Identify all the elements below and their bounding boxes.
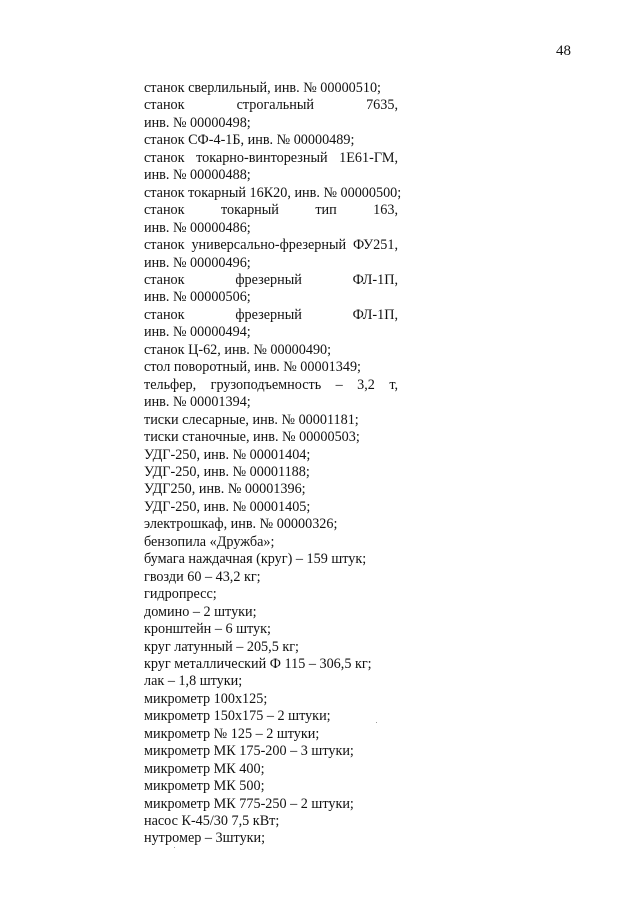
entry-line: инв. № 00000496; [144,254,251,271]
list-entry [144,429,398,446]
list-entry [144,551,398,568]
list-entry [144,761,398,778]
entry-line: инв. № 00000488; [144,167,251,184]
entry-line: бумага наждачная (круг) – 159 штук; [144,551,367,568]
list-entry [144,534,398,551]
entry-line: микрометр МК 500; [144,778,265,795]
list-entry [144,412,398,429]
entry-line: инв. № 00000494; [144,324,251,341]
scan-speck [376,722,377,723]
entry-line: станок строгальный 7635, [144,97,398,114]
list-entry [144,272,398,307]
list-entry [144,377,398,412]
list-entry [144,464,398,481]
entry-line: станок токарный тип 163, [144,202,398,219]
list-entry [144,796,398,813]
entry-line: круг латунный – 205,5 кг; [144,638,299,655]
entry-line: микрометр 100х125; [144,690,268,707]
page-number: 48 [556,43,571,59]
list-entry [144,202,398,237]
list-entry [144,97,398,132]
entry-line: УДГ250, инв. № 00001396; [144,481,306,498]
list-entry [144,516,398,533]
entry-line: станок Ц-62, инв. № 00000490; [144,341,332,358]
list-entry [144,184,402,202]
entry-line: микрометр МК 175-200 – 3 штуки; [144,743,354,760]
entry-line: станок токарно-винторезный 1Е61-ГМ, [144,149,398,166]
list-entry [144,481,398,498]
entry-line: инв. № 00000486; [144,219,251,236]
list-entry [144,673,398,690]
list-entry [144,830,398,847]
entry-line: кронштейн – 6 штук; [144,621,271,638]
entry-line: УДГ-250, инв. № 00001404; [144,446,311,463]
list-entry [144,743,398,760]
entry-line: инв. № 00000498; [144,114,251,131]
list-entry [144,342,398,359]
entry-line: бензопила «Дружба»; [144,533,275,550]
list-entry [144,778,398,795]
entry-line: тиски станочные, инв. № 00000503; [144,429,360,446]
entry-line: круг металлический Ф 115 – 306,5 кг; [144,655,372,672]
entry-line: домино – 2 штуки; [144,603,257,620]
entry-line: микрометр МК 400; [144,760,265,777]
entry-line: станок СФ-4-1Б, инв. № 00000489; [144,132,355,149]
list-entry [144,447,398,464]
inventory-list [144,80,402,848]
list-entry [144,708,398,725]
entry-line: тельфер, грузоподъемность – 3,2 т, [144,376,398,393]
entry-line: станок токарный 16К20, инв. № 00000500; [144,184,402,201]
entry-line: УДГ-250, инв. № 00001188; [144,463,310,480]
entry-line: микрометр № 125 – 2 штуки; [144,725,320,742]
entry-line: микрометр МК 775-250 – 2 штуки; [144,795,354,812]
entry-line: станок сверлильный, инв. № 00000510; [144,80,381,96]
list-entry [144,604,398,621]
entry-line: инв. № 00001394; [144,394,251,411]
list-entry [144,586,398,603]
entry-line: инв. № 00000506; [144,289,251,306]
entry-line: станок фрезерный ФЛ-1П, [144,306,398,323]
list-entry [144,813,398,830]
entry-line: микрометр 150х175 – 2 штуки; [144,708,331,725]
entry-line: стол поворотный, инв. № 00001349; [144,359,361,376]
list-entry [144,656,398,673]
entry-line: тиски слесарные, инв. № 00001181; [144,411,359,428]
entry-line: нутромер – 3штуки; [144,830,266,847]
list-entry [144,150,398,185]
list-entry [144,132,398,149]
list-entry [144,237,398,272]
list-entry [144,726,398,743]
entry-line: гвозди 60 – 43,2 кг; [144,568,261,585]
list-entry [144,569,398,586]
entry-line: лак – 1,8 штуки; [144,673,243,690]
entry-line: электрошкаф, инв. № 00000326; [144,516,338,533]
entry-line: станок универсально-фрезерный ФУ251, [144,237,398,254]
entry-line: УДГ-250, инв. № 00001405; [144,498,311,515]
list-entry [144,621,398,638]
entry-line: насос К-45/30 7,5 кВт; [144,813,280,830]
list-entry [144,499,398,516]
scan-speck [174,847,175,848]
list-entry [144,639,398,656]
list-entry [144,307,398,342]
entry-line: станок фрезерный ФЛ-1П, [144,271,398,288]
entry-line: гидропресс; [144,586,217,603]
list-entry [144,359,398,376]
list-entry [144,691,398,708]
list-entry [144,80,398,97]
